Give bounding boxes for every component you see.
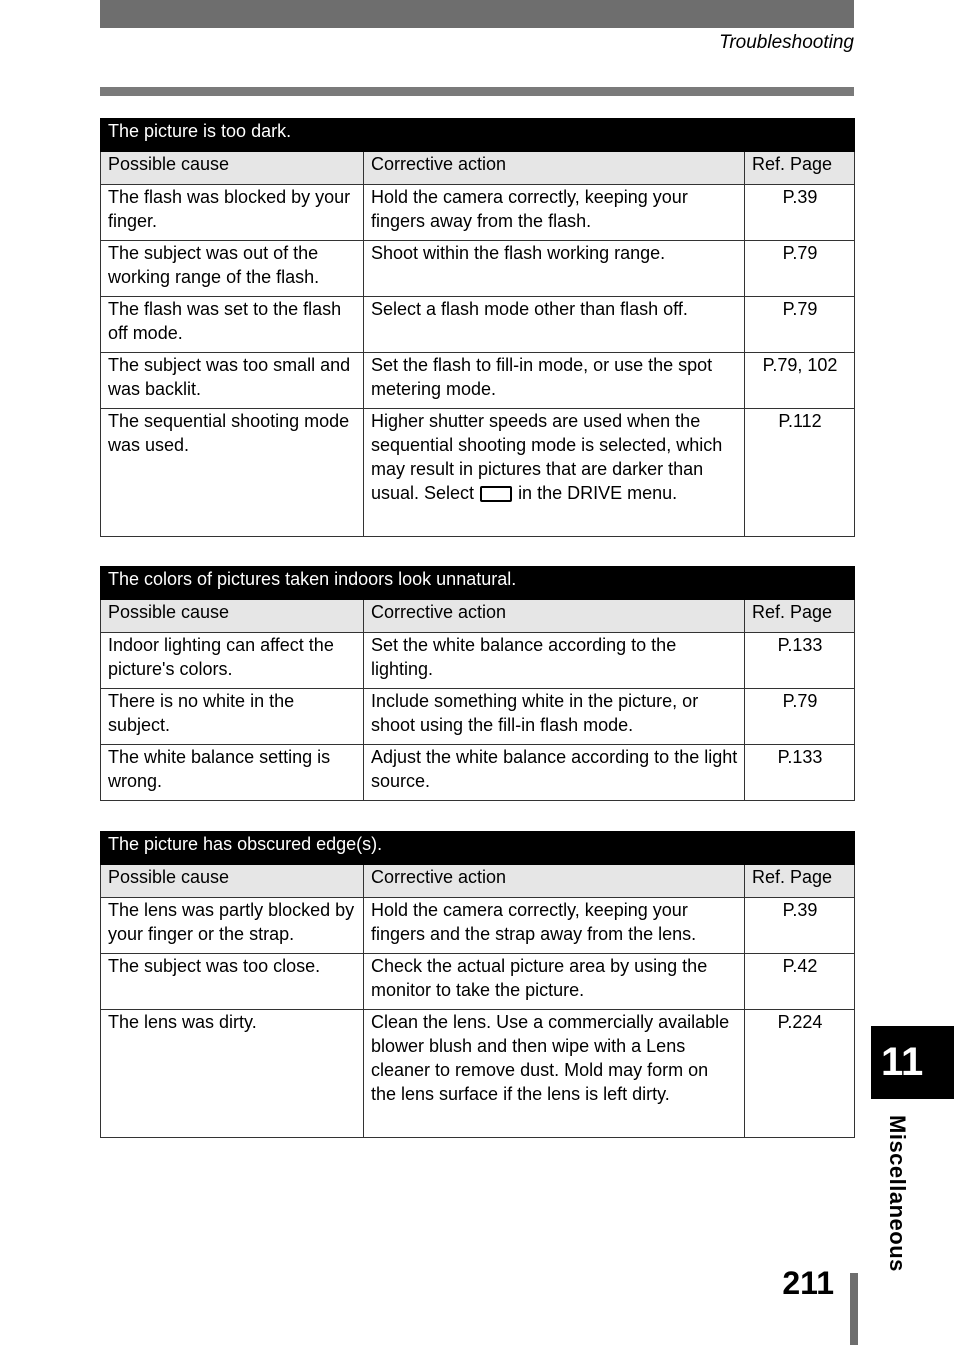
ref-page-cell: P.79 — [745, 689, 855, 745]
column-header-ref: Ref. Page — [745, 600, 855, 633]
action-cell: Hold the camera correctly, keeping your fingers and the strap away from the lens. — [364, 898, 745, 954]
header-rule — [100, 87, 854, 96]
table-row — [101, 689, 855, 745]
table-row — [101, 409, 855, 537]
section-title: Troubleshooting — [719, 32, 854, 53]
column-header-action: Corrective action — [364, 865, 745, 898]
column-header-cause: Possible cause — [101, 152, 364, 185]
ref-page-cell: P.39 — [745, 898, 855, 954]
table-row — [101, 745, 855, 801]
cause-cell: The lens was dirty. — [101, 1010, 364, 1138]
page-number: 211 — [782, 1265, 834, 1301]
table-title-row — [101, 567, 855, 600]
table-row — [101, 297, 855, 353]
chapter-name: Miscellaneous — [885, 1115, 910, 1272]
column-header-ref: Ref. Page — [745, 865, 855, 898]
action-cell: Shoot within the flash working range. — [364, 241, 745, 297]
table-header-row — [101, 600, 855, 633]
table-title-row — [101, 119, 855, 152]
ref-page-cell: P.42 — [745, 954, 855, 1010]
troubleshooting-table-too-dark — [100, 118, 855, 537]
page-number-bar — [850, 1273, 858, 1345]
single-frame-drive-icon — [480, 486, 512, 502]
table-row — [101, 185, 855, 241]
action-cell: Clean the lens. Use a commercially available blower blush and then wipe with a Lens cleaner to remove dust. Mold may form on the lens surface if the lens is left dirty. — [364, 1010, 745, 1138]
cause-cell: The subject was out of the working range of the flash. — [101, 241, 364, 297]
ref-page-cell: P.79 — [745, 241, 855, 297]
table-title: The colors of pictures taken indoors look unnatural. — [101, 567, 855, 600]
cause-cell: Indoor lighting can affect the picture's colors. — [101, 633, 364, 689]
action-cell: Adjust the white balance according to the light source. — [364, 745, 745, 801]
cause-cell: The flash was set to the flash off mode. — [101, 297, 364, 353]
ref-page-cell: P.224 — [745, 1010, 855, 1138]
troubleshooting-table-unnatural-colors — [100, 566, 855, 801]
action-cell: Set the white balance according to the lighting. — [364, 633, 745, 689]
table-row — [101, 241, 855, 297]
cause-cell: The subject was too small and was backlit. — [101, 353, 364, 409]
action-cell: Check the actual picture area by using the monitor to take the picture. — [364, 954, 745, 1010]
action-cell: Set the flash to fill-in mode, or use the spot metering mode. — [364, 353, 745, 409]
action-text-after: in the DRIVE menu. — [518, 483, 678, 503]
column-header-action: Corrective action — [364, 600, 745, 633]
table-row — [101, 353, 855, 409]
column-header-cause: Possible cause — [101, 865, 364, 898]
ref-page-cell: P.79, 102 — [745, 353, 855, 409]
action-cell: Include something white in the picture, or shoot using the fill-in flash mode. — [364, 689, 745, 745]
table-row — [101, 954, 855, 1010]
header-bar — [100, 0, 854, 28]
ref-page-cell: P.112 — [745, 409, 855, 537]
ref-page-cell: P.133 — [745, 745, 855, 801]
table-header-row — [101, 865, 855, 898]
column-header-ref: Ref. Page — [745, 152, 855, 185]
troubleshooting-table-obscured-edges — [100, 831, 855, 1138]
action-cell: Select a flash mode other than flash off. — [364, 297, 745, 353]
table-row — [101, 898, 855, 954]
cause-cell: The sequential shooting mode was used. — [101, 409, 364, 537]
cause-cell: There is no white in the subject. — [101, 689, 364, 745]
ref-page-cell: P.79 — [745, 297, 855, 353]
table-title: The picture is too dark. — [101, 119, 855, 152]
table-title: The picture has obscured edge(s). — [101, 832, 855, 865]
action-cell: Hold the camera correctly, keeping your fingers away from the flash. — [364, 185, 745, 241]
cause-cell: The white balance setting is wrong. — [101, 745, 364, 801]
cause-cell: The flash was blocked by your finger. — [101, 185, 364, 241]
ref-page-cell: P.39 — [745, 185, 855, 241]
cause-cell: The lens was partly blocked by your finger or the strap. — [101, 898, 364, 954]
column-header-action: Corrective action — [364, 152, 745, 185]
action-text-before: Higher shutter speeds are used when the sequential shooting mode is selected, which may result in pictures that are darker than usual. Select — [371, 411, 723, 503]
chapter-tab: 11 — [871, 1026, 954, 1099]
cause-cell: The subject was too close. — [101, 954, 364, 1010]
table-row — [101, 633, 855, 689]
column-header-cause: Possible cause — [101, 600, 364, 633]
table-row — [101, 1010, 855, 1138]
action-cell — [364, 409, 745, 537]
ref-page-cell: P.133 — [745, 633, 855, 689]
table-title-row — [101, 832, 855, 865]
table-header-row — [101, 152, 855, 185]
